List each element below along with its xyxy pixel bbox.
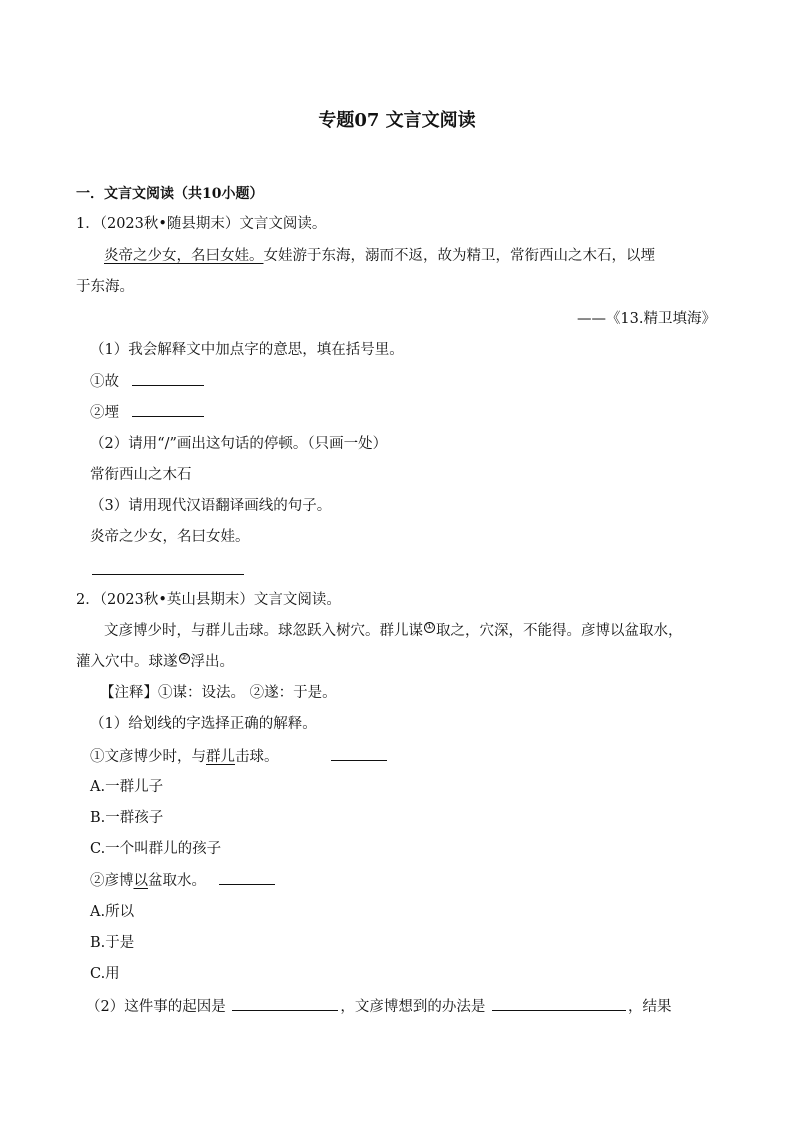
q1-underlined-sentence: 炎帝之少女，名曰女娃。 — [104, 248, 264, 264]
q2-passage-line2-a: 灌入穴中。球遂 — [76, 654, 178, 670]
q1-item2 — [90, 402, 204, 423]
q2-sub2 — [86, 996, 671, 1017]
q1-passage-line2: 于东海。 — [76, 279, 134, 295]
q1-item1-num: ① — [90, 374, 105, 390]
q2-passage-line2-b: 浮出。 — [190, 654, 234, 670]
q1-source: ——《13.精卫填海》 — [576, 311, 716, 327]
q2-s1 — [90, 746, 387, 767]
q1-item2-answer-blank[interactable] — [132, 402, 204, 417]
q1-sub2: （2）请用“/”画出这句话的停顿。（只画一处） — [90, 436, 388, 452]
q2-sub2-method-blank[interactable] — [492, 996, 626, 1011]
q1-item1-answer-blank[interactable] — [132, 371, 204, 386]
q2-passage-line1 — [104, 621, 683, 641]
q2-s2 — [90, 870, 275, 891]
q1-passage-rest: 女娃游于东海，溺而不返，故为精卫，常衔西山之木石，以堙 — [263, 248, 655, 264]
q2-note1-mark: ① — [425, 622, 434, 632]
q2-sub2-part-b: ，文彦博想到的办法是 — [340, 999, 486, 1015]
q2-annotation: 【注释】①谋：设法。 ②遂：于是。 — [100, 685, 337, 701]
q2-passage-part-b: 取之，穴深，不能得。彦博以盆取水， — [436, 623, 683, 639]
q1-stem: 1．（2023秋•随县期末）文言文阅读。 — [76, 216, 327, 232]
q2-s1-num: ① — [90, 749, 105, 765]
q1-answer-line[interactable] — [92, 574, 244, 575]
q1-item2-char: 堙 — [104, 405, 119, 421]
q2-s1-option-a[interactable]: A.一群儿子 — [90, 779, 164, 795]
q2-s2-option-c[interactable]: C.用 — [90, 966, 120, 982]
q1-sub3-sentence: 炎帝之少女，名曰女娃。 — [90, 529, 250, 545]
q1-item1-char: 故 — [104, 374, 119, 390]
q2-s1-pre: 文彦博少时，与 — [104, 749, 206, 765]
q2-s1-option-b[interactable]: B.一群孩子 — [90, 810, 164, 826]
q2-sub2-cause-blank[interactable] — [232, 996, 338, 1011]
q2-s2-answer-blank[interactable] — [219, 870, 275, 885]
section-heading: 一．文言文阅读（共10小题） — [76, 186, 264, 202]
q2-s2-pre: 彦博 — [104, 873, 134, 889]
q2-s2-option-b[interactable]: B.于是 — [90, 935, 135, 951]
q2-s2-option-a[interactable]: A.所以 — [90, 904, 135, 920]
q2-stem: 2．（2023秋•英山县期末）文言文阅读。 — [76, 592, 341, 608]
q2-s1-underlined: 群儿 — [206, 749, 235, 765]
q1-sub3: （3）请用现代汉语翻译画线的句子。 — [90, 498, 332, 514]
q1-item1 — [90, 371, 204, 392]
q2-sub1: （1）给划线的字选择正确的解释。 — [90, 716, 317, 732]
q2-s2-post: 盆取水。 — [148, 873, 206, 889]
q2-s1-post: 击球。 — [235, 749, 279, 765]
q2-sub2-part-a: （2）这件事的起因是 — [86, 999, 226, 1015]
q2-s1-option-c[interactable]: C.一个叫群儿的孩子 — [90, 841, 222, 857]
q2-note2-mark: ② — [179, 653, 189, 663]
q1-sub2-sentence: 常衔西山之木石 — [90, 467, 192, 483]
page-title: 专题07 文言文阅读 — [318, 110, 476, 131]
q2-s1-answer-blank[interactable] — [331, 746, 387, 761]
q2-sub2-part-c: ，结果 — [627, 999, 672, 1015]
q1-item2-num: ② — [90, 405, 105, 421]
q1-sub1: （1）我会解释文中加点字的意思，填在括号里。 — [90, 342, 404, 358]
q2-s2-num: ② — [90, 873, 105, 889]
q2-passage-part-a: 文彦博少时，与群儿击球。球忽跃入树穴。群儿谋 — [104, 623, 423, 639]
q2-passage-line2 — [76, 652, 234, 672]
q2-s2-underlined: 以 — [133, 873, 148, 889]
q1-passage-line1 — [104, 246, 655, 266]
